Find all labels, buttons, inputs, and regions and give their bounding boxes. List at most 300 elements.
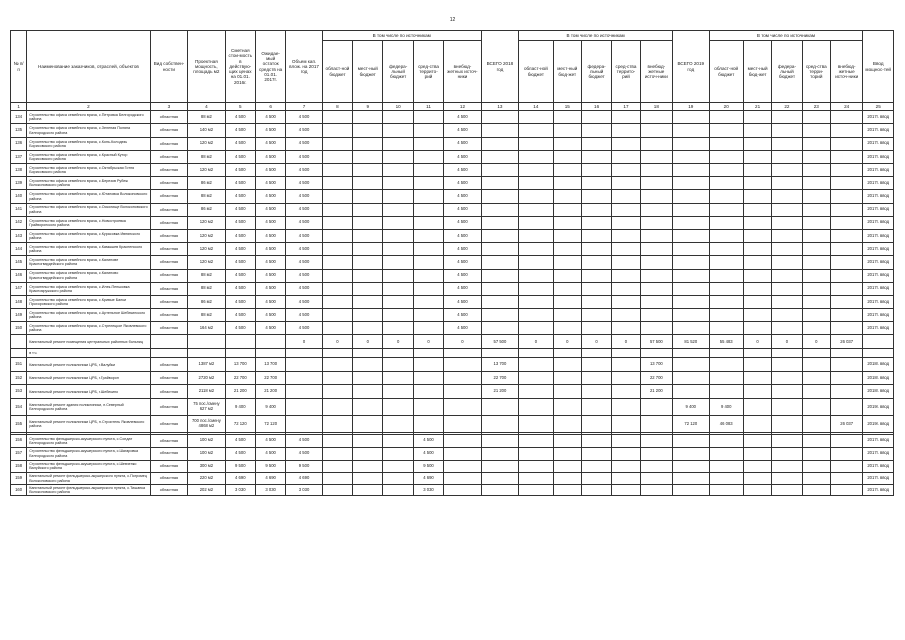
investment-table	[10, 30, 894, 496]
table-cell-c21	[743, 203, 771, 216]
table-cell-c22	[772, 124, 802, 137]
table-cell-c10	[383, 256, 413, 269]
column-number: 18	[640, 103, 672, 111]
table-cell-c8	[322, 137, 352, 150]
table-cell-c22	[772, 243, 802, 256]
table-cell-c23	[802, 137, 830, 150]
table-cell-c14	[519, 190, 553, 203]
table-cell-c14	[519, 415, 553, 432]
table-cell-c12: 4 500	[444, 216, 482, 229]
table-cell-c17	[612, 164, 640, 177]
header-name: Наименование заказчиков, отраслей, объектов	[27, 31, 151, 103]
including-cell-c24	[830, 349, 862, 358]
table-cell-c14	[519, 398, 553, 415]
table-cell-c15	[553, 473, 581, 485]
table-cell-c15	[553, 398, 581, 415]
table-cell-c20	[709, 111, 743, 124]
table-cell-rem: 9 400	[255, 398, 285, 415]
table-cell-est: 22 700	[225, 371, 255, 385]
table-cell-c22	[772, 473, 802, 485]
table-cell-c18	[640, 124, 672, 137]
table-cell-c21	[743, 137, 771, 150]
table-cell-c20	[709, 460, 743, 473]
table-cell-plan: 4 500	[286, 150, 322, 163]
table-cell-c22	[772, 190, 802, 203]
table-cell-c18	[640, 137, 672, 150]
table-cell-c18	[640, 190, 672, 203]
table-cell-c23	[802, 216, 830, 229]
header-territory-2017: сред-ства террито-рий	[413, 41, 443, 103]
table-cell-plan: 4 500	[286, 309, 322, 322]
table-cell-est: 4 500	[225, 256, 255, 269]
table-cell-c9	[353, 190, 383, 203]
including-cell-c25	[863, 349, 894, 358]
table-cell-type: областная	[150, 190, 187, 203]
table-cell-rem: 4 500	[255, 203, 285, 216]
table-cell-cap: 88 м2	[188, 111, 225, 124]
table-cell-cap: 86 м2	[188, 295, 225, 308]
table-cell-c11	[413, 269, 443, 282]
column-number: 17	[612, 103, 640, 111]
table-cell-c13	[481, 243, 518, 256]
table-cell-c14	[519, 111, 553, 124]
table-cell-c17	[612, 216, 640, 229]
table-cell-c24	[830, 203, 862, 216]
table-cell-rem: 4 500	[255, 111, 285, 124]
table-cell-c20	[709, 309, 743, 322]
table-cell-c25: 2017г. ввод	[863, 322, 894, 335]
table-cell-c11	[413, 177, 443, 190]
table-cell-c11	[413, 385, 443, 399]
table-cell-c23	[802, 256, 830, 269]
table-cell-c24	[830, 150, 862, 163]
table-cell-c14	[519, 164, 553, 177]
table-cell-c11	[413, 282, 443, 295]
table-cell-c21	[743, 473, 771, 485]
table-cell-c18	[640, 203, 672, 216]
table-cell-c19	[673, 282, 709, 295]
table-cell-n: 146	[11, 269, 27, 282]
table-cell-c25: 2017г. ввод	[863, 282, 894, 295]
header-estimate: Сметная стои-мость в действую-щих ценах на 01.01. 2016г.	[225, 31, 255, 103]
table-cell-c24	[830, 243, 862, 256]
including-cell-c16	[581, 349, 611, 358]
table-cell-c19	[673, 309, 709, 322]
table-cell-c13	[481, 111, 518, 124]
table-cell-c15	[553, 229, 581, 242]
table-cell-name: Строительство фельдшерско-акушерского пункта, с.Шевченко Валуйского района	[27, 460, 151, 473]
table-cell-c13	[481, 322, 518, 335]
table-cell-c22	[772, 309, 802, 322]
table-cell-c20	[709, 137, 743, 150]
including-cell-c8	[322, 349, 352, 358]
table-cell-c25: 2017г. ввод	[863, 434, 894, 447]
table-cell-c12	[444, 484, 482, 496]
table-cell-est: 21 200	[225, 385, 255, 399]
table-cell-c23	[802, 243, 830, 256]
table-cell-c9	[353, 256, 383, 269]
table-cell-n: 144	[11, 243, 27, 256]
table-cell-c21	[743, 322, 771, 335]
table-cell-type: областная	[150, 460, 187, 473]
table-cell-rem: 4 500	[255, 434, 285, 447]
including-cell-cap	[188, 349, 225, 358]
summary-cell-n	[11, 335, 27, 349]
table-cell-c11	[413, 358, 443, 372]
table-cell-c14	[519, 229, 553, 242]
table-cell-rem: 4 500	[255, 177, 285, 190]
table-cell-c24	[830, 256, 862, 269]
table-cell-c8	[322, 358, 352, 372]
table-cell-c16	[581, 434, 611, 447]
table-cell-c23	[802, 203, 830, 216]
table-cell-c21	[743, 309, 771, 322]
table-cell-c14	[519, 484, 553, 496]
column-number: 15	[553, 103, 581, 111]
table-cell-c16	[581, 229, 611, 242]
table-cell-c22	[772, 398, 802, 415]
table-cell-est: 4 500	[225, 447, 255, 460]
table-cell-c20	[709, 434, 743, 447]
table-cell-c10	[383, 216, 413, 229]
table-cell-c12: 4 500	[444, 137, 482, 150]
table-cell-c23	[802, 473, 830, 485]
table-cell-plan: 4 500	[286, 216, 322, 229]
table-cell-c22	[772, 216, 802, 229]
table-cell-c20	[709, 295, 743, 308]
table-cell-c25: 2017г. ввод	[863, 216, 894, 229]
table-cell-c18	[640, 282, 672, 295]
table-cell-plan	[286, 415, 322, 432]
table-cell-est: 4 500	[225, 137, 255, 150]
table-cell-cap: 300 м2	[188, 460, 225, 473]
table-cell-cap: 120 м2	[188, 216, 225, 229]
table-cell-c22	[772, 415, 802, 432]
including-cell-c19	[673, 349, 709, 358]
table-cell-c11	[413, 371, 443, 385]
table-cell-name: Строительство офиса семейного врача, с.Кривые Балки Прохоровского района	[27, 295, 151, 308]
table-cell-n: 145	[11, 256, 27, 269]
summary-cell-c13: 57 500	[481, 335, 518, 349]
header-regional-2018: област-ной бюджет	[519, 41, 553, 103]
table-cell-n: 139	[11, 177, 27, 190]
table-cell-c17	[612, 385, 640, 399]
table-cell-est: 9 500	[225, 460, 255, 473]
including-cell-rem	[255, 349, 285, 358]
table-cell-c22	[772, 137, 802, 150]
table-cell-n: 147	[11, 282, 27, 295]
table-cell-c23	[802, 164, 830, 177]
table-cell-c11	[413, 164, 443, 177]
table-cell-c13: 21 200	[481, 385, 518, 399]
column-number: 11	[413, 103, 443, 111]
table-cell-c21	[743, 358, 771, 372]
table-cell-c14	[519, 137, 553, 150]
table-cell-cap: 120 м2	[188, 164, 225, 177]
table-cell-c24	[830, 229, 862, 242]
table-cell-plan: 4 500	[286, 256, 322, 269]
table-cell-c24	[830, 164, 862, 177]
table-cell-cap: 88 м2	[188, 282, 225, 295]
table-cell-c22	[772, 229, 802, 242]
summary-cell-c22: 0	[772, 335, 802, 349]
table-row	[11, 216, 894, 229]
table-cell-c12: 4 500	[444, 111, 482, 124]
table-cell-c15	[553, 256, 581, 269]
table-cell-c24	[830, 124, 862, 137]
table-cell-c22	[772, 164, 802, 177]
table-cell-c11	[413, 322, 443, 335]
table-cell-c10	[383, 371, 413, 385]
table-cell-c16	[581, 164, 611, 177]
table-cell-c21	[743, 447, 771, 460]
column-number: 25	[863, 103, 894, 111]
table-cell-c16	[581, 124, 611, 137]
table-cell-c10	[383, 124, 413, 137]
including-cell-c11	[413, 349, 443, 358]
table-cell-c11	[413, 216, 443, 229]
table-cell-c22	[772, 358, 802, 372]
table-row	[11, 229, 894, 242]
table-cell-est: 4 500	[225, 216, 255, 229]
table-cell-c12: 4 500	[444, 243, 482, 256]
table-cell-c25: 2017г. ввод	[863, 473, 894, 485]
table-cell-plan	[286, 385, 322, 399]
including-cell-est	[225, 349, 255, 358]
including-cell-n	[11, 349, 27, 358]
table-cell-rem: 4 500	[255, 150, 285, 163]
summary-cell-c14: 0	[519, 335, 553, 349]
table-cell-c17	[612, 484, 640, 496]
column-number: 10	[383, 103, 413, 111]
table-cell-cap: 140 м2	[188, 124, 225, 137]
table-cell-c8	[322, 434, 352, 447]
table-cell-est: 4 500	[225, 243, 255, 256]
table-cell-est: 9 400	[225, 398, 255, 415]
table-cell-plan	[286, 358, 322, 372]
table-cell-name: Строительство офиса семейного врача, с.Курасовка Ивнянского района	[27, 229, 151, 242]
table-cell-c21	[743, 190, 771, 203]
table-cell-c10	[383, 177, 413, 190]
table-cell-c14	[519, 371, 553, 385]
summary-cell-c20: 55 483	[709, 335, 743, 349]
table-cell-n: 140	[11, 190, 27, 203]
table-row	[11, 484, 894, 496]
table-cell-c13	[481, 137, 518, 150]
table-cell-type: областная	[150, 358, 187, 372]
table-cell-plan: 4 500	[286, 137, 322, 150]
table-cell-c20	[709, 282, 743, 295]
table-cell-c12: 4 500	[444, 203, 482, 216]
table-cell-c9	[353, 124, 383, 137]
column-number: 3	[150, 103, 187, 111]
table-cell-c15	[553, 177, 581, 190]
table-cell-type: областная	[150, 256, 187, 269]
table-cell-c22	[772, 256, 802, 269]
table-cell-c12	[444, 460, 482, 473]
table-cell-cap: 88 м2	[188, 150, 225, 163]
table-cell-c22	[772, 484, 802, 496]
table-cell-c12	[444, 434, 482, 447]
including-cell-c23	[802, 349, 830, 358]
table-cell-c9	[353, 203, 383, 216]
table-cell-c16	[581, 460, 611, 473]
table-cell-c24	[830, 322, 862, 335]
table-cell-cap: 120 м2	[188, 243, 225, 256]
summary-cell-cap	[188, 335, 225, 349]
table-cell-c24	[830, 473, 862, 485]
table-cell-c8	[322, 385, 352, 399]
table-cell-n: 135	[11, 124, 27, 137]
header-territory-2018: сред-ства террито-рий	[612, 41, 640, 103]
table-cell-cap: 86 м2	[188, 203, 225, 216]
table-cell-name: Строительство офиса семейного врача, с.Красный Кутор Борисовского района	[27, 150, 151, 163]
table-cell-c18	[640, 434, 672, 447]
table-row	[11, 309, 894, 322]
table-cell-type: областная	[150, 164, 187, 177]
table-cell-c15	[553, 371, 581, 385]
table-cell-c23	[802, 282, 830, 295]
table-cell-rem: 4 500	[255, 137, 285, 150]
table-row	[11, 295, 894, 308]
table-cell-c11	[413, 137, 443, 150]
table-cell-c20	[709, 229, 743, 242]
table-cell-c23	[802, 111, 830, 124]
table-cell-c17	[612, 150, 640, 163]
table-cell-name: Капитальный ремонт поликлиники ЦРБ, п.Строитель Яковлевского района	[27, 415, 151, 432]
table-cell-c17	[612, 243, 640, 256]
including-cell-type	[150, 349, 187, 358]
table-cell-c21	[743, 111, 771, 124]
table-cell-c13	[481, 295, 518, 308]
table-cell-c24	[830, 385, 862, 399]
table-cell-c13	[481, 415, 518, 432]
table-cell-c19	[673, 177, 709, 190]
table-cell-est: 4 500	[225, 177, 255, 190]
table-cell-c19	[673, 243, 709, 256]
table-cell-n: 143	[11, 229, 27, 242]
table-cell-c11	[413, 415, 443, 432]
table-cell-type: областная	[150, 385, 187, 399]
table-cell-c15	[553, 309, 581, 322]
including-cell-c20	[709, 349, 743, 358]
table-cell-c12: 4 500	[444, 256, 482, 269]
table-cell-c13	[481, 460, 518, 473]
header-local-2019: мест-ный бюд-жет	[743, 41, 771, 103]
including-cell-plan	[286, 349, 322, 358]
table-cell-c14	[519, 295, 553, 308]
table-cell-rem: 4 500	[255, 216, 285, 229]
table-cell-c22	[772, 295, 802, 308]
table-cell-est: 4 500	[225, 282, 255, 295]
table-row	[11, 177, 894, 190]
table-cell-c11	[413, 111, 443, 124]
table-cell-c25: 2017г. ввод	[863, 309, 894, 322]
table-cell-c13	[481, 484, 518, 496]
header-extra-2018: внебюд-жетные источ-ники	[640, 41, 672, 103]
table-cell-c23	[802, 269, 830, 282]
table-cell-c18	[640, 150, 672, 163]
table-cell-c19	[673, 124, 709, 137]
table-row	[11, 434, 894, 447]
table-cell-c16	[581, 216, 611, 229]
table-row	[11, 322, 894, 335]
table-cell-rem: 4 500	[255, 190, 285, 203]
summary-cell-c10: 0	[383, 335, 413, 349]
table-cell-c16	[581, 309, 611, 322]
table-cell-c16	[581, 447, 611, 460]
table-cell-est: 72 120	[225, 415, 255, 432]
table-cell-c21	[743, 282, 771, 295]
table-cell-c25: 2018г. ввод	[863, 371, 894, 385]
table-cell-c18	[640, 415, 672, 432]
table-cell-c14	[519, 150, 553, 163]
table-cell-c17	[612, 295, 640, 308]
table-cell-plan: 4 500	[286, 177, 322, 190]
table-cell-c13	[481, 177, 518, 190]
table-cell-c10	[383, 309, 413, 322]
table-cell-c16	[581, 282, 611, 295]
column-number: 14	[519, 103, 553, 111]
table-cell-name: Строительство офиса семейного врача, с.Петровка Белгородского района	[27, 111, 151, 124]
table-cell-c23	[802, 295, 830, 308]
table-cell-c18: 22 700	[640, 371, 672, 385]
table-cell-c14	[519, 358, 553, 372]
table-cell-c13	[481, 203, 518, 216]
table-cell-type: областная	[150, 150, 187, 163]
column-number: 4	[188, 103, 225, 111]
table-cell-name: Строительство офиса семейного врача, с.Новостроевка Грайворонского района	[27, 216, 151, 229]
table-cell-c19	[673, 229, 709, 242]
table-cell-name: Строительство офиса семейного врача, с.Зеленая Поляна Белгородского района	[27, 124, 151, 137]
table-cell-c13	[481, 216, 518, 229]
table-cell-c25: 2017г. ввод	[863, 269, 894, 282]
summary-cell-c24: 26 037	[830, 335, 862, 349]
table-cell-c25: 2017г. ввод	[863, 295, 894, 308]
table-cell-c15	[553, 243, 581, 256]
table-cell-c12: 4 500	[444, 309, 482, 322]
column-number: 2	[27, 103, 151, 111]
table-cell-plan: 4 500	[286, 190, 322, 203]
table-cell-plan: 4 500	[286, 164, 322, 177]
table-cell-c10	[383, 322, 413, 335]
table-cell-type: областная	[150, 177, 187, 190]
table-cell-name: Строительство офиса семейного врача, с.Ютановка Волоконовского района	[27, 190, 151, 203]
header-sources-2019: В том числе по источникам	[709, 31, 863, 41]
table-cell-c10	[383, 473, 413, 485]
table-cell-c22	[772, 447, 802, 460]
table-cell-est: 4 500	[225, 434, 255, 447]
table-cell-plan: 4 500	[286, 295, 322, 308]
table-cell-c25: 2017г. ввод	[863, 243, 894, 256]
summary-cell-c23: 0	[802, 335, 830, 349]
table-cell-cap: 100 м2	[188, 447, 225, 460]
table-cell-c13: 22 700	[481, 371, 518, 385]
table-cell-cap: 2118 м2	[188, 385, 225, 399]
table-cell-c21	[743, 269, 771, 282]
table-cell-c14	[519, 322, 553, 335]
table-row	[11, 111, 894, 124]
table-cell-c17	[612, 111, 640, 124]
table-cell-c13	[481, 164, 518, 177]
table-cell-c9	[353, 269, 383, 282]
table-cell-c16	[581, 203, 611, 216]
table-cell-c9	[353, 229, 383, 242]
table-cell-cap: 2720 м2	[188, 371, 225, 385]
table-cell-c8	[322, 309, 352, 322]
table-cell-c11	[413, 295, 443, 308]
table-cell-type: областная	[150, 269, 187, 282]
